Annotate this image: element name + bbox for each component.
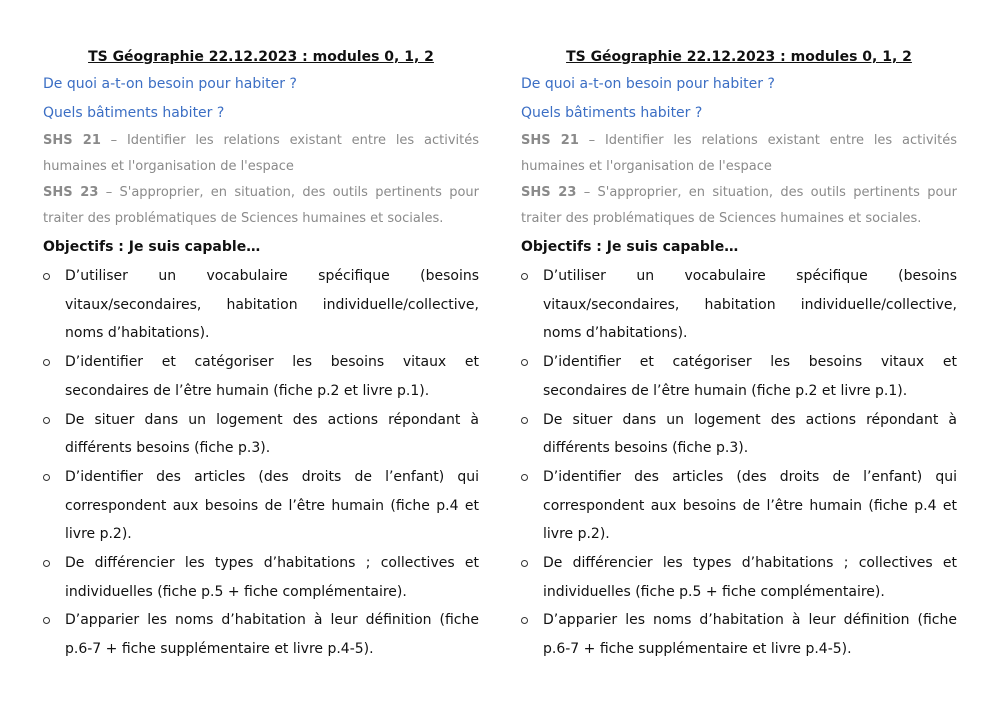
left-copy	[43, 44, 479, 664]
competence-shs21	[43, 128, 479, 180]
objective-text: D’utiliser un vocabulaire spécifique (besoins vitaux/secondaires, habitation individuelle/collective, noms d’habitations).	[543, 268, 957, 342]
objective-item	[43, 549, 479, 606]
circle-bullet-icon	[43, 617, 50, 624]
competence-text: – S'approprier, en situation, des outils pertinents pour traiter des problématiques de Sciences humaines et sociales.	[43, 185, 479, 226]
question-1: De quoi a-t-on besoin pour habiter ?	[521, 76, 775, 92]
objective-text: D’utiliser un vocabulaire spécifique (besoins vitaux/secondaires, habitation individuelle/collective, noms d’habitations).	[65, 268, 479, 342]
circle-bullet-icon	[521, 273, 528, 280]
circle-bullet-icon	[521, 359, 528, 366]
objective-item	[43, 348, 479, 405]
objectives-list	[521, 262, 957, 664]
circle-bullet-icon	[43, 417, 50, 424]
competence-code: SHS 21	[521, 133, 579, 148]
competence-text: – Identifier les relations existant entre les activités humaines et l'organisation de l'espace	[43, 133, 479, 174]
question-2: Quels bâtiments habiter ?	[43, 105, 225, 121]
objectives-heading: Objectifs : Je suis capable…	[521, 239, 739, 255]
objective-text: De situer dans un logement des actions répondant à différents besoins (fiche p.3).	[65, 411, 479, 457]
objective-text: De différencier les types d’habitations ; collectives et individuelles (fiche p.5 + fiche complémentaire).	[65, 555, 479, 600]
circle-bullet-icon	[43, 474, 50, 481]
objective-text: De situer dans un logement des actions répondant à différents besoins (fiche p.3).	[543, 411, 957, 457]
competence-code: SHS 23	[43, 185, 99, 200]
question-2: Quels bâtiments habiter ?	[521, 105, 703, 121]
competence-shs23	[43, 180, 479, 232]
competence-shs21	[521, 128, 957, 180]
objective-item	[43, 606, 479, 663]
objective-item	[521, 406, 957, 463]
objective-text: De différencier les types d’habitations ; collectives et individuelles (fiche p.5 + fiche complémentaire).	[543, 555, 957, 600]
question-1: De quoi a-t-on besoin pour habiter ?	[43, 76, 297, 92]
objective-text: D’identifier et catégoriser les besoins vitaux et secondaires de l’être humain (fiche p.2 et livre p.1).	[543, 354, 957, 399]
objectives-heading: Objectifs : Je suis capable…	[43, 239, 261, 255]
objective-text: D’apparier les noms d’habitation à leur définition (fiche p.6-7 + fiche supplémentaire et livre p.4-5).	[543, 612, 957, 658]
circle-bullet-icon	[521, 474, 528, 481]
objective-text: D’identifier des articles (des droits de l’enfant) qui correspondent aux besoins de l’être humain (fiche p.4 et livre p.2).	[543, 468, 957, 543]
objectives-list	[43, 262, 479, 664]
circle-bullet-icon	[521, 617, 528, 624]
objective-text: D’identifier et catégoriser les besoins vitaux et secondaires de l’être humain (fiche p.2 et livre p.1).	[65, 354, 479, 399]
right-copy	[521, 44, 957, 664]
document-title: TS Géographie 22.12.2023 : modules 0, 1, 2	[566, 49, 912, 65]
circle-bullet-icon	[43, 273, 50, 280]
competence-text: – S'approprier, en situation, des outils pertinents pour traiter des problématiques de Sciences humaines et sociales.	[521, 185, 957, 226]
document-title: TS Géographie 22.12.2023 : modules 0, 1, 2	[88, 49, 434, 65]
competence-text: – Identifier les relations existant entre les activités humaines et l'organisation de l'espace	[521, 133, 957, 174]
objective-item	[521, 463, 957, 549]
objective-text: D’identifier des articles (des droits de l’enfant) qui correspondent aux besoins de l’être humain (fiche p.4 et livre p.2).	[65, 468, 479, 543]
objective-item	[521, 606, 957, 663]
objective-item	[43, 262, 479, 348]
circle-bullet-icon	[43, 359, 50, 366]
competence-code: SHS 23	[521, 185, 577, 200]
objective-item	[43, 463, 479, 549]
objective-item	[521, 549, 957, 606]
circle-bullet-icon	[43, 560, 50, 567]
objective-item	[521, 348, 957, 405]
objective-item	[521, 262, 957, 348]
competence-code: SHS 21	[43, 133, 101, 148]
competence-shs23	[521, 180, 957, 232]
circle-bullet-icon	[521, 560, 528, 567]
circle-bullet-icon	[521, 417, 528, 424]
objective-item	[43, 406, 479, 463]
objective-text: D’apparier les noms d’habitation à leur définition (fiche p.6-7 + fiche supplémentaire et livre p.4-5).	[65, 612, 479, 658]
